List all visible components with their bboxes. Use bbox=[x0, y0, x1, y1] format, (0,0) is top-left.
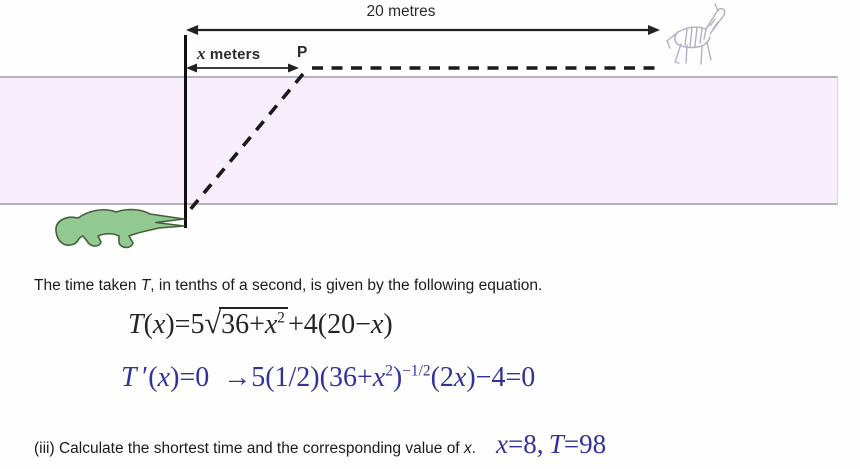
dashed-line-diagonal bbox=[189, 74, 303, 211]
label-point-p: P bbox=[297, 44, 308, 61]
zebra bbox=[667, 4, 725, 64]
intro-text: The time taken T, in tenths of a second, is given by the following equation. bbox=[34, 277, 543, 294]
crocodile bbox=[56, 210, 184, 248]
equation-derivative: T $'(x)=0 \to 5(1/2)(36+x^2)^{-1/2}(2x)-4=0$ bbox=[121, 362, 536, 393]
x-meters-arrow bbox=[186, 64, 299, 73]
label-x-variable: x bbox=[197, 44, 206, 63]
label-x-meters bbox=[197, 44, 260, 64]
answer-text: x=8, T=98 bbox=[495, 429, 607, 459]
equation-time-function: $T(x)=5√36+x^2 +4(20-x)$ bbox=[128, 306, 393, 340]
twenty-metres-arrow bbox=[186, 25, 660, 35]
question-text: (iii) Calculate the shortest time and the corresponding value of x. bbox=[34, 440, 476, 457]
label-x-meters-word: meters bbox=[205, 46, 261, 63]
label-20-metres: 20 metres bbox=[366, 3, 436, 20]
question-line bbox=[34, 429, 606, 460]
